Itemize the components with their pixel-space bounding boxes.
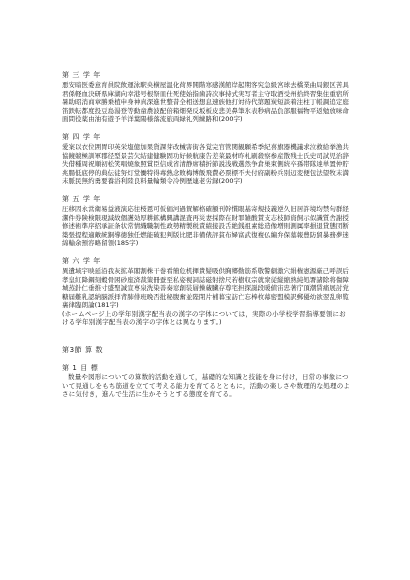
grade-6-heading: 第 六 学 年 [62, 256, 101, 265]
document-content [62, 70, 352, 399]
objectives-heading: 第 1 目 標 [62, 364, 99, 373]
font-note: (ホームページ上の学年別漢字配当表の漢字の字体については，実際の小学校学習指導要領における学年別漢字配当表の漢字の字体とは異なります。) [62, 309, 346, 327]
chapter-title: 第3節 算 数 [62, 346, 104, 355]
objectives-paragraph: 数量や図形についての算数的活動を通して，基礎的な知識と技能を身に付け，日常の事象について見通しをもち筋道を立てて考える能力を育てるとともに，活動の楽しさや数理的な処理のよさに気付き，進んで生活に生かそうとする態度を育てる。 [62, 373, 351, 399]
grade-3-heading: 第 三 学 年 [62, 71, 101, 79]
grade-4-kanji-list: 愛案以衣位囲胃印英栄塩億加果貨課芽改械害街各覚完官管関観願希季紀喜旗器機議求泣救給挙漁共協鏡競極訓軍郡径型景芸欠結建健験固功好候航康告差菜最材昨札刷殺察参産散残士氏史司試児治辞失借種周祝順初松笑唱焼象照賞臣信成省清静席積折節説浅戦選然争倉巣束側続卒孫帯隊達単置仲貯兆腸低底停的典伝徒努灯堂働特得毒熱念敗梅博飯飛費必票標不夫付府副粉兵別辺変便包法望牧末満未脈民無約勇要養浴利陸良料量輪類令冷例歴連老労録(200字) [62, 142, 349, 186]
grade-5-heading: 第 五 学 年 [62, 194, 101, 203]
grade-4-heading: 第 四 学 年 [62, 132, 101, 141]
grade-6-kanji-list: 異遺域宇映延沿我灰拡革閣割株干巻看簡危机揮貴疑吸供胸郷勤筋系敬警劇激穴絹権憲源厳己呼誤后孝皇紅降鋼刻穀骨困砂座済裁策冊蚕至私姿視詞誌磁射捨尺若樹収宗就衆従縦縮熟純処署諸除将傷障城蒸針仁垂推寸盛聖誠宣専泉洗染善奏窓創装層操蔵臓存尊宅担探誕段暖値宙忠著庁頂潮賃痛展討党糖届難乳認納脳派拝背肺俳班晩否批秘腹奮並陛閉片補暮宝訪亡忘棒枚幕密盟模訳郵優幼欲翌乱卵覧裏律臨朗論(181字) [62, 266, 349, 310]
grade-5-kanji-list: 圧移因永営衛易益液演応往桜恩可仮価河過賀解格確額刊幹慣眼基寄規技義逆久旧居許境均禁句群経潔件券険検限現減故個護効厚耕鉱構興講混査再災妻採際在財罪雑酸賛支志枝師資飼示似識質舎謝授修述術準序招承証条状常情織職制性政勢精製税責績接設舌絶銭祖素総造像増則測属率損退貸態団断築張提程適敵統銅導徳独任燃能破犯判版比肥非備俵評貧布婦富武復複仏編弁保墓報豊防貿暴務夢迷綿輸余預容略留領(185字) [62, 204, 349, 248]
grade-3-kanji-list: 悪安暗医委意育員院飲運泳駅央横屋温化荷界開階寒感漢館岸起期客究急級宮球去橋業曲局銀区苦具君係軽血決研県庫湖向幸港号根祭皿仕死使始指歯詩次事持式実写者主守取酒受州拾終習集住重宿所暑助昭消商章勝乗植申身神真深進世整昔全相送想息速族他打対待代第題炭短談着注柱丁帳調追定庭笛鉄転都度投豆島湯登等動童農波配倍箱畑発反坂板皮悲美鼻筆氷表秒病品負部服福物平返勉放味命面問役薬由油有遊予羊洋葉陽様落流旅両緑礼列練路和(200字) [62, 81, 349, 124]
